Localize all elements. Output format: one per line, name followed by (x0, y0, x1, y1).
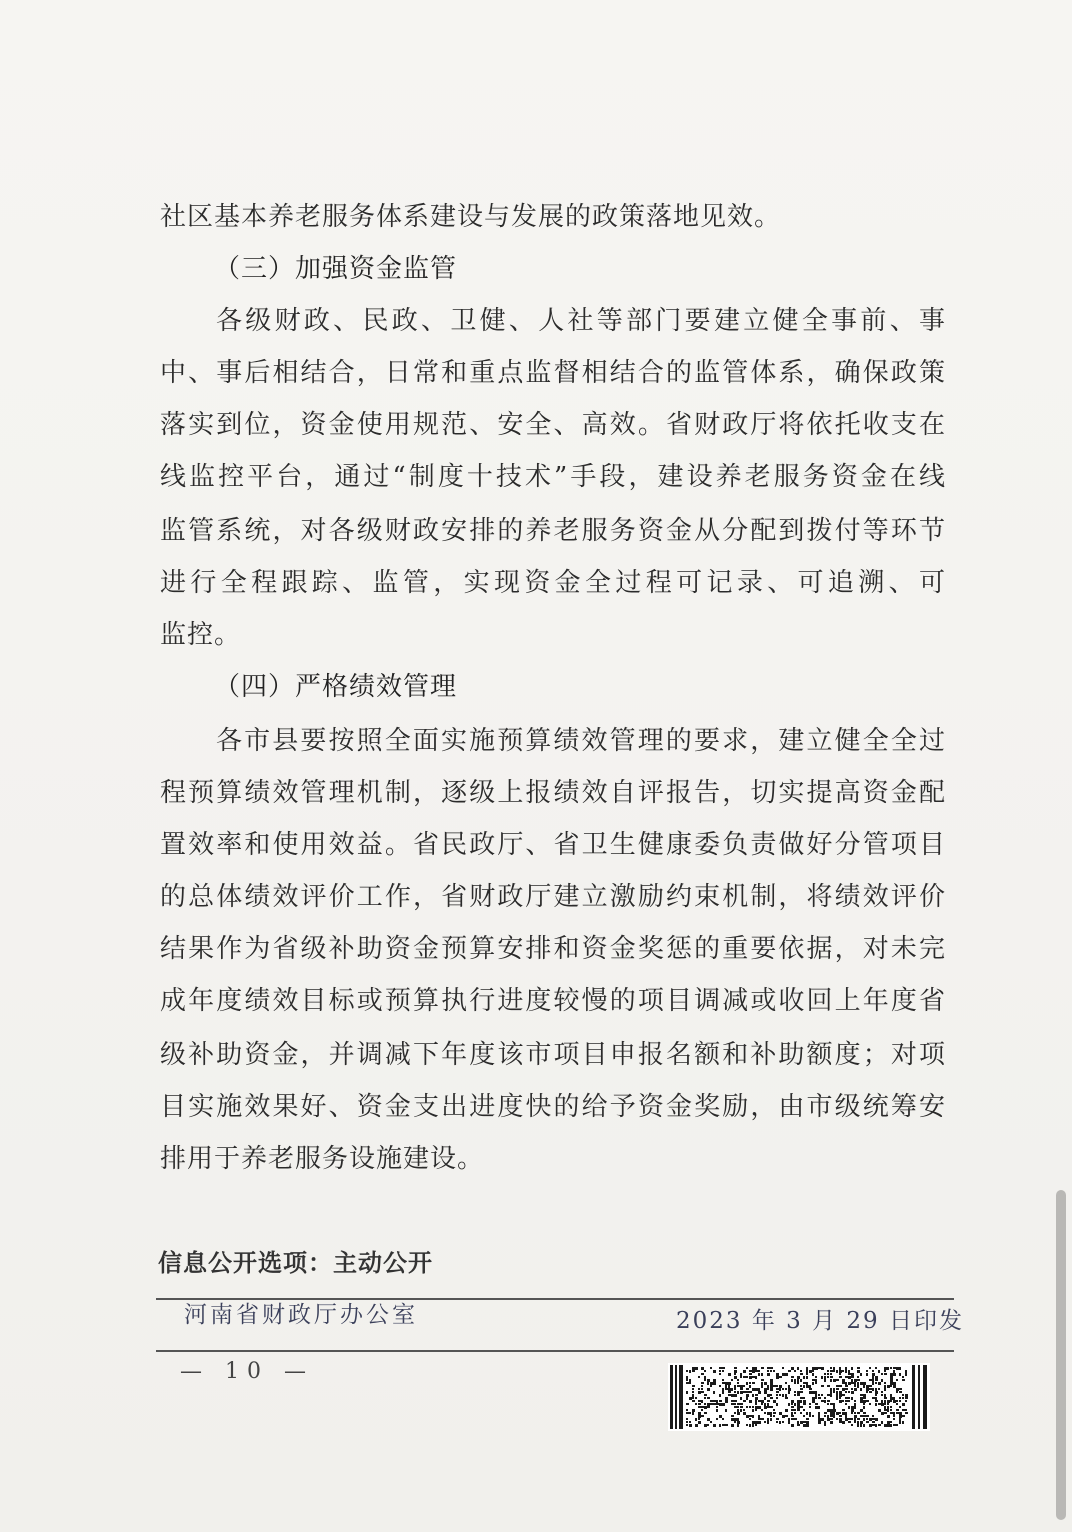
divider (156, 1350, 954, 1352)
paragraph-line: 监管系统，对各级财政安排的养老服务资金从分配到拨付等环节 (160, 516, 946, 546)
printed-date: 2023 年 3 月 29 日印发 (676, 1308, 964, 1334)
disclosure-option: 信息公开选项：主动公开 (158, 1249, 433, 1277)
barcode-icon (668, 1363, 930, 1431)
paragraph-line: 线监控平台，通过“制度十技术”手段，建设养老服务资金在线 (160, 462, 946, 492)
paragraph-line: 社区基本养老服务体系建设与发展的政策落地见效。 (160, 202, 782, 232)
paragraph-line: 的总体绩效评价工作，省财政厅建立激励约束机制，将绩效评价 (160, 882, 946, 912)
paragraph-line: 落实到位，资金使用规范、安全、高效。省财政厅将依托收支在 (160, 410, 946, 440)
paragraph-line: 程预算绩效管理机制，逐级上报绩效自评报告，切实提高资金配 (160, 778, 946, 808)
paragraph-line: 排用于养老服务设施建设。 (160, 1144, 485, 1174)
paragraph-line: 成年度绩效目标或预算执行进度较慢的项目调减或收回上年度省 (160, 986, 946, 1016)
paragraph-line: 置效率和使用效益。省民政厅、省卫生健康委负责做好分管项目 (160, 830, 946, 860)
paragraph-line: 各级财政、民政、卫健、人社等部门要建立健全事前、事 (216, 306, 946, 336)
paragraph-line: 目实施效果好、资金支出进度快的给予资金奖励，由市级统筹安 (160, 1092, 946, 1122)
paragraph-line: 级补助资金，并调减下年度该市项目申报名额和补助额度；对项 (160, 1040, 946, 1070)
issuing-office: 河南省财政厅办公室 (184, 1302, 418, 1328)
section-heading-3: （三）加强资金监管 (214, 254, 458, 284)
paragraph-line: 结果作为省级补助资金预算安排和资金奖惩的重要依据，对未完 (160, 934, 946, 964)
paragraph-line: 监控。 (160, 620, 242, 650)
paragraph-line: 进行全程跟踪、监管，实现资金全过程可记录、可追溯、可 (160, 568, 946, 598)
page-number: — 10 — (180, 1359, 314, 1384)
paragraph-line: 中、事后相结合，日常和重点监督相结合的监管体系，确保政策 (160, 358, 946, 388)
scrollbar[interactable] (1056, 1190, 1066, 1520)
section-heading-4: （四）严格绩效管理 (214, 672, 458, 702)
paragraph-line: 各市县要按照全面实施预算绩效管理的要求，建立健全全过 (216, 726, 946, 756)
